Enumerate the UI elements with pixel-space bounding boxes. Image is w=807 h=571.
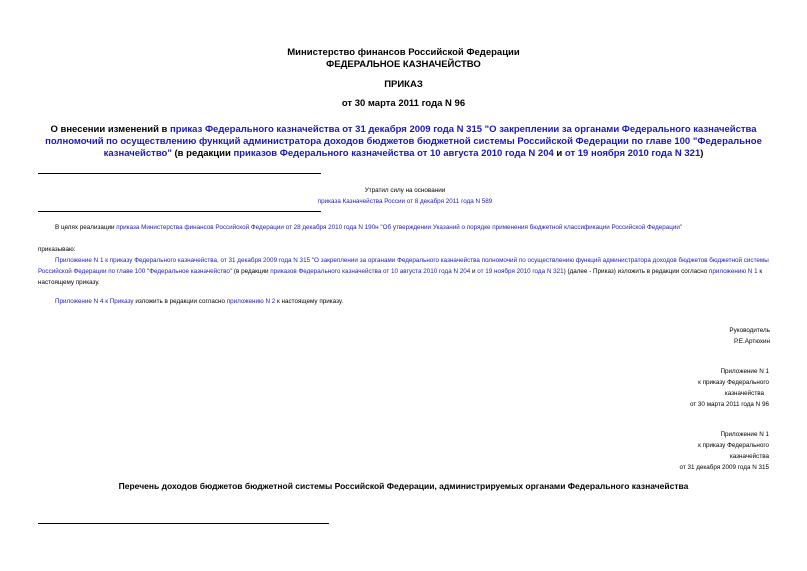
item2-link-appendix-4[interactable]: Приложение N 4 к Приказу (55, 298, 134, 305)
status-line: Утратил силу на основании (364, 187, 446, 194)
item1-link-appendix-order-315[interactable]: Приложение N 1 к приказу Федерального казначейства, от 31 декабря 2009 года N 315 "О закреплении за органами Федерального казначейства полномочий по осуществлению функций администратора доходов бюджетов бюджетной системы Российской Федерации по главе 100 "Федеральное казначейство" (38, 257, 769, 275)
item1-link-appendix-1[interactable]: приложению N 1 (709, 268, 758, 275)
appendix1-line2: к приказу Федерального (698, 379, 769, 386)
item2-suffix: к настоящему приказу. (275, 298, 344, 305)
title-middle: (в редакции (171, 148, 234, 159)
item1-mid: (в редакции (232, 268, 271, 275)
item-2 (38, 296, 778, 307)
item1-link-order-321[interactable]: от 19 ноября 2010 года N 321 (477, 268, 564, 275)
title-suffix: ) (700, 148, 704, 159)
appendix1-line1: Приложение N 1 (720, 368, 769, 375)
divider-list (38, 523, 329, 524)
status-link-order-589[interactable]: приказа Казначейства России от 8 декабря 2011 года N 589 (317, 198, 493, 205)
title-and: и (553, 148, 565, 159)
signature-block (570, 325, 770, 347)
treasury-name: ФЕДЕРАЛЬНОЕ КАЗНАЧЕЙСТВО (326, 59, 481, 70)
document-header (0, 47, 807, 71)
ministry-name: Министерство финансов Российской Федерации (287, 47, 520, 58)
divider-top (38, 173, 321, 174)
item1-and: и (470, 268, 478, 275)
title-link-order-321[interactable]: от 19 ноября 2010 года N 321 (564, 148, 701, 159)
item-1 (38, 255, 778, 288)
appendix-2-header (569, 429, 769, 473)
order-verb: приказываю: (38, 246, 76, 253)
appendix1-line3: казначейства (724, 390, 764, 397)
item1-link-order-204[interactable]: приказов Федерального казначейства от 10 августа 2010 года N 204 (270, 268, 471, 275)
item2-mid: изложить в редакции согласно (133, 298, 227, 305)
status-note (230, 185, 580, 207)
item2-link-appendix-2[interactable]: приложению N 2 (226, 298, 276, 305)
title-link-order-204[interactable]: приказов Федерального казначейства от 10 августа 2010 года N 204 (233, 148, 554, 159)
order-date: от 30 марта 2011 года N 96 (341, 98, 466, 109)
document-title (30, 124, 777, 160)
title-link-order-315[interactable]: приказ Федерального казначейства от 31 декабря 2009 года N 315 "О закреплении за органами Федерального казначейства полномочий по осуществлению функций администратора доходов бюджетов бюджетной системы Российской Федерации по главе 100 "Федеральное казначейство" (45, 124, 762, 159)
appendix2-line4: от 31 декабря 2009 года N 315 (679, 464, 769, 471)
signer-role: Руководитель (729, 327, 770, 334)
item1-suffix: к настоящему приказу. (38, 268, 763, 286)
appendix2-line1: Приложение N 1 (720, 431, 769, 438)
appendix1-line4: от 30 марта 2011 года N 96 (689, 401, 769, 408)
list-title: Перечень доходов бюджетов бюджетной системы Российской Федерации, администрируемых органами Федерального казначейства (118, 481, 689, 491)
item1-mid2: ) (далее - Приказ) изложить в редакции согласно (563, 268, 710, 275)
appendix2-line3: казначейства (729, 453, 769, 460)
order-word: ПРИКАЗ (384, 79, 423, 90)
appendix2-line2: к приказу Федерального (698, 442, 769, 449)
divider-bottom (38, 211, 321, 212)
preamble (38, 222, 778, 233)
title-prefix: О внесении изменений в (50, 124, 171, 135)
preamble-link-order-190n[interactable]: приказа Министерства финансов Российской Федерации от 28 декабря 2010 года N 190н "Об утверждении Указаний о порядке применения бюджетной классификации Российской Федерации" (116, 224, 683, 231)
signer-name: Р.Е.Артюхин (734, 338, 770, 345)
appendix-1-header (569, 366, 769, 410)
preamble-prefix: В целях реализации (55, 224, 117, 231)
